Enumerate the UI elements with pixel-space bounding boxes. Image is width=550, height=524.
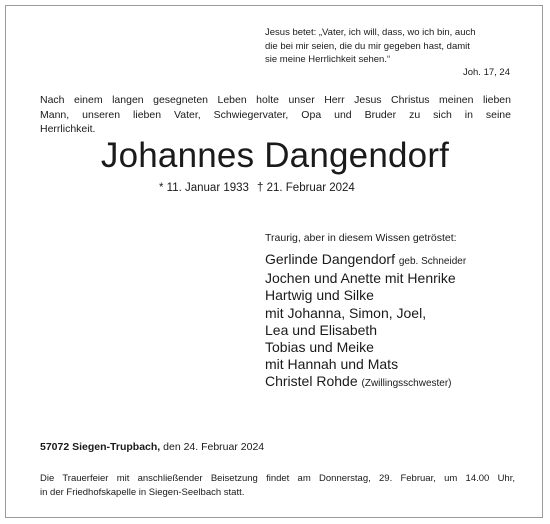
mourner-entry: Hartwig und Silke: [265, 287, 374, 304]
mourner-entry: mit Johanna, Simon, Joel,: [265, 304, 427, 321]
death-date: † 21. Februar 2024: [257, 182, 355, 194]
mourner-entry: mit Hannah und Mats: [265, 356, 399, 373]
deceased-name: Johannes Dangendorf: [100, 136, 450, 175]
funeral-notice: [40, 472, 515, 499]
mourner-name: Gerlinde Dangendorf: [265, 251, 395, 267]
place-date-text: den 24. Februar 2024: [163, 441, 265, 453]
intro-text: [40, 93, 511, 137]
place-date: [40, 441, 264, 453]
quote-line: sie meine Herrlichkeit sehen.“: [265, 54, 391, 65]
notice-line: in der Friedhofskapelle in Siegen-Seelbach statt.: [40, 486, 245, 498]
place-city: 57072 Siegen-Trupbach,: [40, 441, 161, 453]
intro-line: Mann, unseren lieben Vater, Schwiegervater, Opa und Bruder zu sich in seine: [40, 108, 511, 121]
mourner-entry: [265, 251, 525, 270]
intro-line: Nach einem langen gesegneten Leben holte unser Herr Jesus Christus meinen lieben: [40, 94, 511, 106]
quote-reference: Joh. 17, 24: [462, 67, 510, 78]
mourner-entry: Jochen und Anette mit Henrike: [265, 270, 456, 287]
mourners-list: [265, 251, 525, 393]
mourner-note: (Zwillingsschwester): [361, 378, 452, 390]
intro-line: Herrlichkeit.: [40, 123, 96, 135]
mourner-name: Christel Rohde: [265, 373, 358, 390]
bible-quote: [265, 26, 515, 67]
mourner-entry: [265, 373, 525, 392]
mourner-entry: Lea und Elisabeth: [265, 321, 378, 338]
notice-line: Die Trauerfeier mit anschließender Beisetzung findet am Donnerstag, 29. Februar, um 14.00 Uhr,: [40, 473, 515, 484]
mourner-entry: Tobias und Meike: [265, 339, 374, 356]
mourner-note: geb. Schneider: [398, 256, 467, 267]
quote-line: Jesus betet: „Vater, ich will, dass, wo ich bin, auch: [265, 27, 476, 38]
mourners-heading: Traurig, aber in diesem Wissen getröstet:: [265, 232, 457, 244]
quote-line: die bei mir seien, die du mir gegeben hast, damit: [265, 40, 470, 52]
birth-date: * 11. Januar 1933: [159, 182, 249, 194]
